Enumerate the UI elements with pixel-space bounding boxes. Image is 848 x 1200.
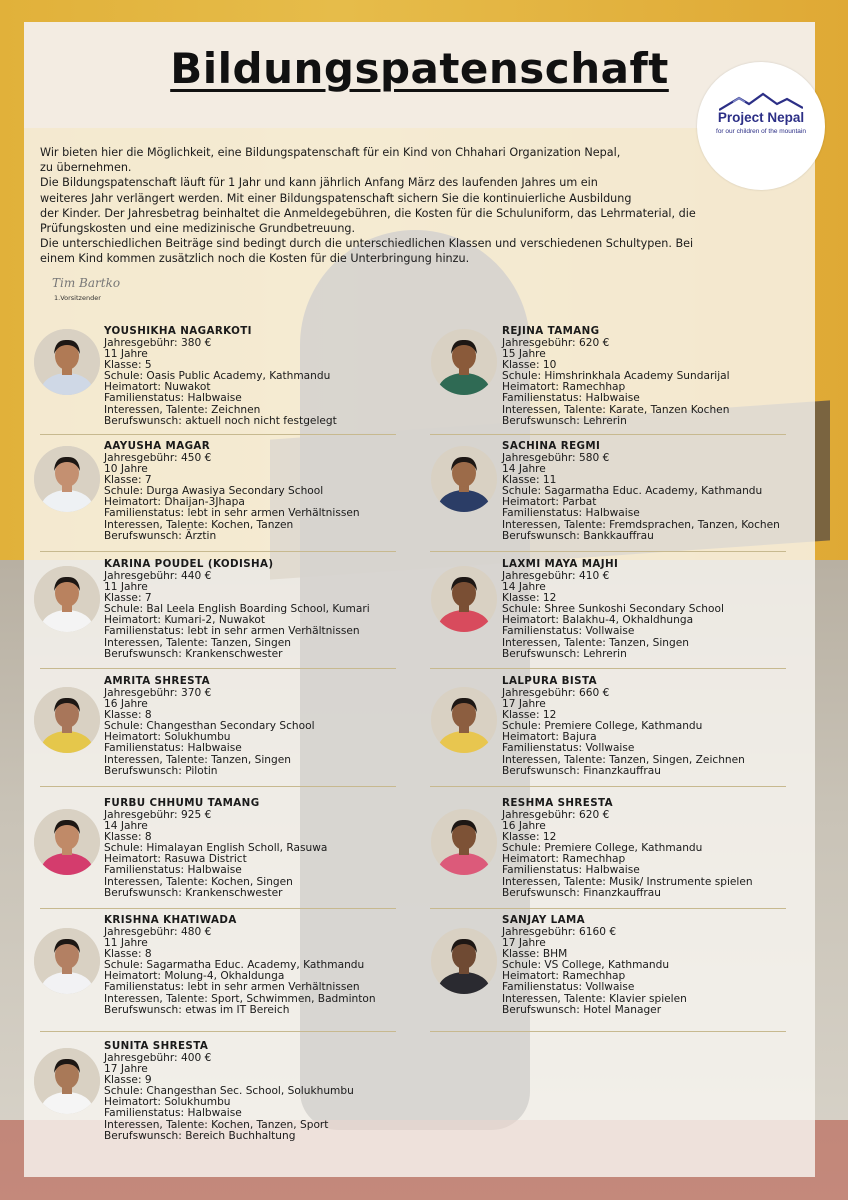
- row-divider: [430, 434, 786, 435]
- child-card: [34, 1040, 424, 1158]
- child-detail: Heimatort: Balakhu-4, Okhaldhunga: [502, 614, 694, 627]
- intro-line: Wir bieten hier die Möglichkeit, eine Bildungspatenschaft für ein Kind von Chhahari Organization Nepal,: [40, 146, 621, 159]
- child-detail: Interessen, Talente: Kochen, Singen: [104, 875, 293, 888]
- child-card: [431, 797, 821, 915]
- child-info: [502, 797, 822, 899]
- child-detail: Jahresgebühr: 480 €: [104, 926, 212, 938]
- row-divider: [40, 908, 396, 909]
- child-detail: Klasse: 8: [104, 948, 152, 961]
- child-detail: Jahresgebühr: 620 €: [502, 809, 610, 821]
- child-detail: Jahresgebühr: 380 €: [104, 337, 212, 349]
- child-photo: [34, 809, 100, 875]
- child-name: LALPURA BISTA: [502, 675, 597, 687]
- child-detail: Schule: Changesthan Sec. School, Solukhumbu: [104, 1085, 354, 1098]
- child-detail: 11 Jahre: [104, 937, 148, 950]
- child-photo: [431, 809, 497, 875]
- logo-name: Project Nepal: [717, 110, 805, 125]
- child-name: RESHMA SHRESTA: [502, 797, 614, 809]
- child-detail: Interessen, Talente: Kochen, Tanzen, Sport: [104, 1118, 329, 1131]
- child-detail: Jahresgebühr: 450 €: [104, 452, 212, 464]
- child-detail: Schule: VS College, Kathmandu: [502, 959, 670, 972]
- child-detail: Interessen, Talente: Zeichnen: [104, 403, 261, 416]
- child-detail: 11 Jahre: [104, 348, 148, 361]
- child-detail: 14 Jahre: [104, 820, 148, 833]
- child-detail: Schule: Himshrinkhala Academy Sundarijal: [502, 370, 730, 383]
- child-detail: 16 Jahre: [502, 820, 546, 833]
- child-photo: [34, 566, 100, 632]
- child-name: KARINA POUDEL (KODISHA): [104, 558, 274, 570]
- child-detail: Jahresgebühr: 400 €: [104, 1052, 212, 1064]
- child-detail: Heimatort: Ramechhap: [502, 853, 626, 866]
- child-detail: Klasse: 12: [502, 592, 557, 605]
- child-detail: Berufswunsch: etwas im IT Bereich: [104, 1003, 290, 1016]
- child-detail: Schule: Premiere College, Kathmandu: [502, 842, 703, 855]
- child-photo: [431, 566, 497, 632]
- intro-line: Prüfungskosten und eine medizinische Grundbetreuung.: [40, 222, 356, 236]
- child-detail: Heimatort: Dhaijan-3Jhapa: [104, 496, 245, 509]
- child-detail: Berufswunsch: Pilotin: [104, 764, 218, 777]
- row-divider: [430, 908, 786, 909]
- row-divider: [430, 551, 786, 552]
- child-detail: Familienstatus: lebt in sehr armen Verhältnissen: [104, 981, 360, 994]
- child-photo: [34, 1048, 100, 1114]
- intro-line: Die unterschiedlichen Beiträge sind bedingt durch die unterschiedlichen Klassen und verschiedenen Schultypen. Bei: [40, 237, 694, 251]
- child-card: [431, 440, 821, 558]
- logo-tagline: for our children of the mountain: [716, 128, 806, 135]
- child-detail: Schule: Himalayan English Scholl, Rasuwa: [104, 842, 328, 855]
- row-divider: [430, 1031, 786, 1032]
- child-detail: Heimatort: Rasuwa District: [104, 853, 247, 866]
- child-card: [431, 675, 821, 793]
- child-detail: Schule: Durga Awasiya Secondary School: [104, 485, 324, 498]
- child-detail: Klasse: 7: [104, 474, 152, 487]
- child-detail: Familienstatus: Halbwaise: [104, 742, 242, 755]
- child-detail: 10 Jahre: [104, 463, 148, 476]
- child-detail: Berufswunsch: Krankenschwester: [104, 886, 283, 899]
- intro-line: weiteres Jahr verlängert werden. Mit einer Bildungspatenschaft sichern Sie die kontinuierliche Ausbildung: [40, 191, 632, 205]
- child-card: [34, 797, 424, 915]
- child-name: SUNITA SHRESTA: [104, 1040, 209, 1052]
- child-detail: 17 Jahre: [502, 937, 546, 950]
- child-photo: [34, 687, 100, 753]
- child-detail: Familienstatus: Halbwaise: [104, 1107, 242, 1120]
- child-photo: [431, 928, 497, 994]
- child-info: [502, 558, 822, 660]
- signature: Tim Bartko: [52, 276, 121, 290]
- child-detail: 17 Jahre: [502, 698, 546, 711]
- child-detail: Heimatort: Solukhumbu: [104, 1096, 231, 1109]
- page-title: Bildungspatenschaft: [170, 44, 669, 93]
- child-name: SACHINA REGMI: [502, 440, 601, 452]
- child-detail: Klasse: 8: [104, 709, 152, 722]
- child-detail: Berufswunsch: Hotel Manager: [502, 1003, 662, 1016]
- child-name: LAXMI MAYA MAJHI: [502, 558, 619, 570]
- child-detail: Interessen, Talente: Musik/ Instrumente spielen: [502, 875, 753, 888]
- child-info: [104, 675, 424, 777]
- child-detail: 17 Jahre: [104, 1063, 148, 1076]
- child-detail: Jahresgebühr: 410 €: [502, 570, 610, 582]
- child-detail: 16 Jahre: [104, 698, 148, 711]
- child-name: KRISHNA KHATIWADA: [104, 914, 237, 926]
- child-detail: Berufswunsch: Bankkauffrau: [502, 529, 654, 542]
- child-detail: Familienstatus: lebt in sehr armen Verhältnissen: [104, 625, 360, 638]
- child-detail: Heimatort: Bajura: [502, 731, 597, 744]
- child-photo: [431, 687, 497, 753]
- child-card: [431, 558, 821, 676]
- child-detail: Berufswunsch: Ärztin: [104, 529, 217, 542]
- child-card: [431, 325, 821, 443]
- child-detail: Heimatort: Nuwakot: [104, 381, 211, 394]
- child-detail: Jahresgebühr: 6160 €: [502, 926, 617, 938]
- intro-line: der Kinder. Der Jahresbetrag beinhaltet die Anmeldegebühren, die Kosten für die Schuluniform, das Lehrmaterial, die: [40, 206, 696, 220]
- child-detail: Berufswunsch: Bereich Buchhaltung: [104, 1129, 296, 1142]
- child-detail: 14 Jahre: [502, 581, 546, 594]
- child-detail: Interessen, Talente: Kochen, Tanzen: [104, 518, 294, 531]
- row-divider: [430, 668, 786, 669]
- child-detail: Klasse: 12: [502, 831, 557, 844]
- child-detail: Familienstatus: lebt in sehr armen Verhältnissen: [104, 507, 360, 520]
- intro-line: zu übernehmen.: [40, 161, 132, 175]
- child-detail: Berufswunsch: Finanzkauffrau: [502, 886, 661, 899]
- child-detail: Berufswunsch: Krankenschwester: [104, 647, 283, 660]
- child-info: [502, 325, 822, 427]
- child-detail: Klasse: 8: [104, 831, 152, 844]
- child-info: [104, 558, 424, 660]
- child-detail: Heimatort: Ramechhap: [502, 381, 626, 394]
- child-detail: Familienstatus: Halbwaise: [104, 864, 242, 877]
- child-detail: Jahresgebühr: 620 €: [502, 337, 610, 349]
- child-detail: Klasse: 12: [502, 709, 557, 722]
- child-detail: Familienstatus: Halbwaise: [502, 864, 640, 877]
- child-detail: Familienstatus: Vollwaise: [502, 625, 635, 638]
- row-divider: [40, 1031, 396, 1032]
- child-card: [34, 558, 424, 676]
- child-detail: Jahresgebühr: 660 €: [502, 687, 610, 699]
- child-detail: Schule: Oasis Public Academy, Kathmandu: [104, 370, 331, 383]
- child-name: YOUSHIKHA NAGARKOTI: [104, 325, 252, 337]
- child-photo: [431, 446, 497, 512]
- child-detail: Schule: Sagarmatha Educ. Academy, Kathmandu: [502, 485, 763, 498]
- child-detail: Jahresgebühr: 440 €: [104, 570, 212, 582]
- child-detail: Klasse: 9: [104, 1074, 152, 1087]
- child-detail: Heimatort: Parbat: [502, 496, 597, 509]
- child-info: [104, 1040, 424, 1142]
- child-detail: Klasse: 5: [104, 359, 152, 372]
- child-detail: Heimatort: Kumari-2, Nuwakot: [104, 614, 266, 627]
- child-info: [502, 675, 822, 777]
- row-divider: [40, 786, 396, 787]
- child-info: [104, 325, 424, 427]
- child-detail: Familienstatus: Vollwaise: [502, 742, 635, 755]
- child-name: SANJAY LAMA: [502, 914, 586, 926]
- intro-line: Die Bildungspatenschaft läuft für 1 Jahr und kann jährlich Anfang März des laufenden Jahres um ein: [40, 176, 598, 190]
- child-detail: Klasse: 7: [104, 592, 152, 605]
- child-detail: Klasse: BHM: [502, 948, 568, 961]
- child-detail: Jahresgebühr: 925 €: [104, 809, 212, 821]
- mountain-icon: [719, 92, 803, 112]
- child-detail: 11 Jahre: [104, 581, 148, 594]
- child-detail: Jahresgebühr: 370 €: [104, 687, 212, 699]
- child-card: [34, 325, 424, 443]
- child-detail: Interessen, Talente: Tanzen, Singen: [104, 636, 291, 649]
- child-detail: Heimatort: Molung-4, Okhaldunga: [104, 970, 285, 983]
- child-detail: Schule: Changesthan Secondary School: [104, 720, 315, 733]
- child-photo: [431, 329, 497, 395]
- child-info: [104, 440, 424, 542]
- child-detail: Heimatort: Solukhumbu: [104, 731, 231, 744]
- child-name: AMRITA SHRESTA: [104, 675, 210, 687]
- row-divider: [40, 668, 396, 669]
- child-photo: [34, 928, 100, 994]
- intro-line: einem Kind kommen zusätzlich noch die Kosten für die Unterbringung hinzu.: [40, 252, 470, 266]
- child-detail: Berufswunsch: Lehrerin: [502, 647, 627, 660]
- child-detail: Interessen, Talente: Sport, Schwimmen, Badminton: [104, 992, 376, 1005]
- intro-text: [40, 145, 820, 267]
- row-divider: [40, 434, 396, 435]
- child-detail: Klasse: 10: [502, 359, 557, 372]
- child-detail: Interessen, Talente: Tanzen, Singen, Zeichnen: [502, 753, 745, 766]
- child-detail: Interessen, Talente: Klavier spielen: [502, 992, 687, 1005]
- child-detail: Klasse: 11: [502, 474, 557, 487]
- child-detail: Familienstatus: Halbwaise: [502, 392, 640, 405]
- child-info: [104, 797, 424, 899]
- child-detail: Interessen, Talente: Tanzen, Singen: [104, 753, 291, 766]
- child-detail: Interessen, Talente: Karate, Tanzen Kochen: [502, 403, 730, 416]
- child-name: REJINA TAMANG: [502, 325, 600, 337]
- child-detail: Heimatort: Ramechhap: [502, 970, 626, 983]
- child-info: [502, 914, 822, 1016]
- child-detail: Schule: Shree Sunkoshi Secondary School: [502, 603, 724, 616]
- child-detail: Jahresgebühr: 580 €: [502, 452, 610, 464]
- row-divider: [430, 786, 786, 787]
- child-photo: [34, 329, 100, 395]
- child-detail: Interessen, Talente: Tanzen, Singen: [502, 636, 689, 649]
- child-card: [431, 914, 821, 1032]
- child-detail: 15 Jahre: [502, 348, 546, 361]
- row-divider: [40, 551, 396, 552]
- child-detail: Interessen, Talente: Fremdsprachen, Tanzen, Kochen: [502, 518, 780, 531]
- child-card: [34, 914, 424, 1032]
- child-detail: Berufswunsch: aktuell noch nicht festgelegt: [104, 414, 337, 427]
- child-detail: Schule: Premiere College, Kathmandu: [502, 720, 703, 733]
- child-card: [34, 440, 424, 558]
- child-name: AAYUSHA MAGAR: [104, 440, 211, 452]
- child-detail: Berufswunsch: Lehrerin: [502, 414, 627, 427]
- child-info: [502, 440, 822, 542]
- child-detail: Schule: Sagarmatha Educ. Academy, Kathmandu: [104, 959, 365, 972]
- child-detail: Berufswunsch: Finanzkauffrau: [502, 764, 661, 777]
- child-detail: Familienstatus: Halbwaise: [502, 507, 640, 520]
- child-name: FURBU CHHUMU TAMANG: [104, 797, 260, 809]
- child-detail: Familienstatus: Halbwaise: [104, 392, 242, 405]
- child-detail: Familienstatus: Vollwaise: [502, 981, 635, 994]
- signature-role: 1.Vorsitzender: [54, 294, 101, 302]
- child-photo: [34, 446, 100, 512]
- child-info: [104, 914, 424, 1016]
- child-card: [34, 675, 424, 793]
- child-detail: Schule: Bal Leela English Boarding School, Kumari: [104, 603, 370, 616]
- child-detail: 14 Jahre: [502, 463, 546, 476]
